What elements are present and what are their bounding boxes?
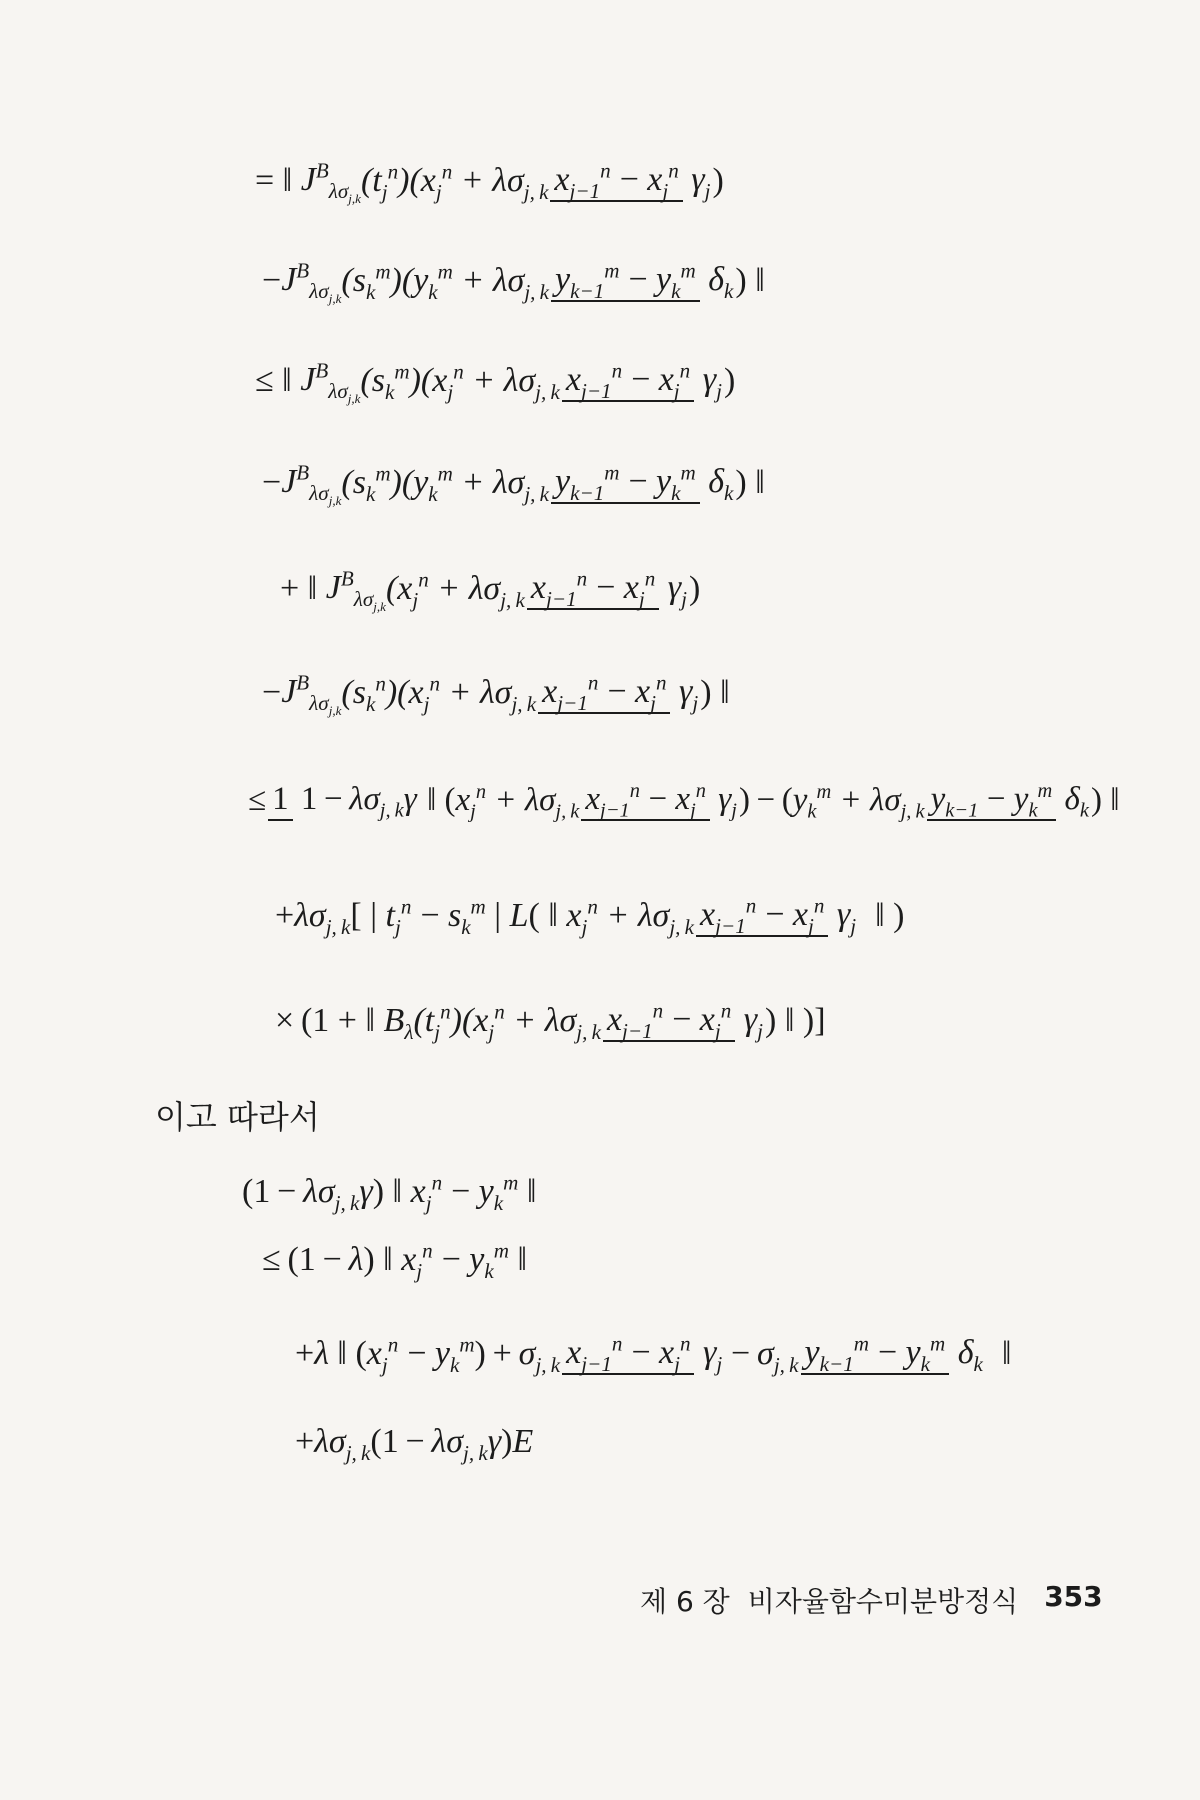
page-number: 353 [1044, 1580, 1103, 1613]
chapter-title: 비자율함수미분방정식 [747, 1585, 1019, 1618]
equation-line-7: ≤ 1 $1 - \lambda\sigma_{j, k}\gamma$ ‖ ( $x_j^n + \lambda\sigma_{j, k}$ $x_{j-1}^n - x_j^n$ $\gamma_j$ ) − ( $y_k^m + \lambda\sigma_{j, k}$ $y_{k-1} - y_k^m$ $\delta_k$ ) ‖ [248, 780, 1120, 823]
fraction-x: $x_{j-1}^n - x_j^n$ $\gamma_j$ [527, 568, 687, 610]
equation-line-13: + $\lambda\sigma_{j, k}$ (1 − $\lambda\sigma_{j, k}\gamma$ ) E [295, 1423, 534, 1465]
fraction-x: $x_{j-1}^n - x_j^n$ $\gamma_j$ [696, 895, 856, 937]
fraction-x: $x_{j-1}^n - x_j^n$ $\gamma_j$ [562, 1333, 722, 1375]
fraction-y: $y_{k-1}^m - y_k^m$ $\delta_k$ [551, 260, 733, 302]
fraction-x: $x_{j-1}^n - x_j^n$ $\gamma_j$ [538, 672, 698, 714]
page-footer [640, 1580, 1103, 1620]
equation-line-5: + ‖ $J^B_{\lambda\sigma_{j,k}}$ ($x_j^n + \lambda\sigma_{j, k}$ $x_{j-1}^n - x_j^n$ $\gamma_j$ ) [280, 566, 701, 614]
fraction-x: $x_{j-1}^n - x_j^n$ $\gamma_j$ [603, 1000, 763, 1042]
equation-line-9: × (1 + ‖ $B_\lambda(t_j^n)(x_j^n + \lambda\sigma_{j, k}$ $x_{j-1}^n - x_j^n$ $\gamma_j$ ) ‖ )] [275, 998, 826, 1044]
fraction-y: $y_{k-1}^m - y_k^m$ $\delta_k$ [801, 1333, 983, 1375]
equation-line-10: (1 − $\lambda\sigma_{j, k}\gamma$ ) ‖ $x_j^n - y_k^m$ ‖ [242, 1170, 537, 1215]
fraction-one-over: 1 $1 - \lambda\sigma_{j, k}\gamma$ [268, 780, 417, 821]
fraction-y: $y_{k-1}^m - y_k^m$ $\delta_k$ [551, 462, 733, 504]
equation-line-4: − $J^B_{\lambda\sigma_{j,k}}$ $(s_k^m)(y_k^m + \lambda\sigma_{j, k}$ $y_{k-1}^m - y_k^m$ $\delta_k$ ) ‖ [262, 460, 765, 508]
fraction-x: $x_{j-1}^n - x_j^n$ $\gamma_j$ [581, 780, 737, 821]
connector-text: 이고 따라서 [155, 1098, 320, 1136]
equation-line-12: + λ ‖ ( $x_j^n - y_k^m$ ) + $\sigma_{j, k}$ $x_{j-1}^n - x_j^n$ $\gamma_j$ − $\sigma_{j, k}$ $y_{k-1}^m - y_k^m$ $\delta_k$ ‖ [295, 1331, 1012, 1377]
fraction-y: $y_{k-1} - y_k^m$ $\delta_k$ [927, 780, 1089, 821]
equation-line-8: + $\lambda\sigma_{j, k}$ [ | $t_j^n - s_k^m$ | L ( ‖ $x_j^n + \lambda\sigma_{j, k}$ $x_{j-1}^n - x_j^n$ $\gamma_j$ ‖ ) [275, 893, 905, 939]
chapter-label: 제 6 장 [640, 1585, 730, 1618]
equation-line-11: ≤ (1 − λ ) ‖ $x_j^n - y_k^m$ ‖ [262, 1238, 527, 1283]
fraction-x: $x_{j-1}^n - x_j^n$ $\gamma_j$ [562, 360, 722, 402]
equation-line-3: ≤ ‖ $J^B_{\lambda\sigma_{j,k}}$ $(s_k^m)(x_j^n + \lambda\sigma_{j, k}$ $x_{j-1}^n - x_j^n$ $\gamma_j$ ) [255, 358, 736, 406]
equation-line-2: − $J^B_{\lambda\sigma_{j,k}}$ $(s_k^m)(y_k^m + \lambda\sigma_{j, k}$ $y_{k-1}^m - y_k^m$ $\delta_k$ ) ‖ [262, 258, 765, 306]
equation-line-1: = ‖ $J^B_{\lambda\sigma_{j,k}}$ $(t_j^n)(x_j^n + \lambda\sigma_{j, k}$ $x_{j-1}^n - x_j^n$ $\gamma_j$ ) [255, 158, 724, 206]
equation-line-6: − $J^B_{\lambda\sigma_{j,k}}$ $(s_k^n)(x_j^n + \lambda\sigma_{j, k}$ $x_{j-1}^n - x_j^n$ $\gamma_j$ ) ‖ [262, 670, 730, 718]
fraction-x: $x_{j-1}^n - x_j^n$ $\gamma_j$ [550, 160, 710, 202]
